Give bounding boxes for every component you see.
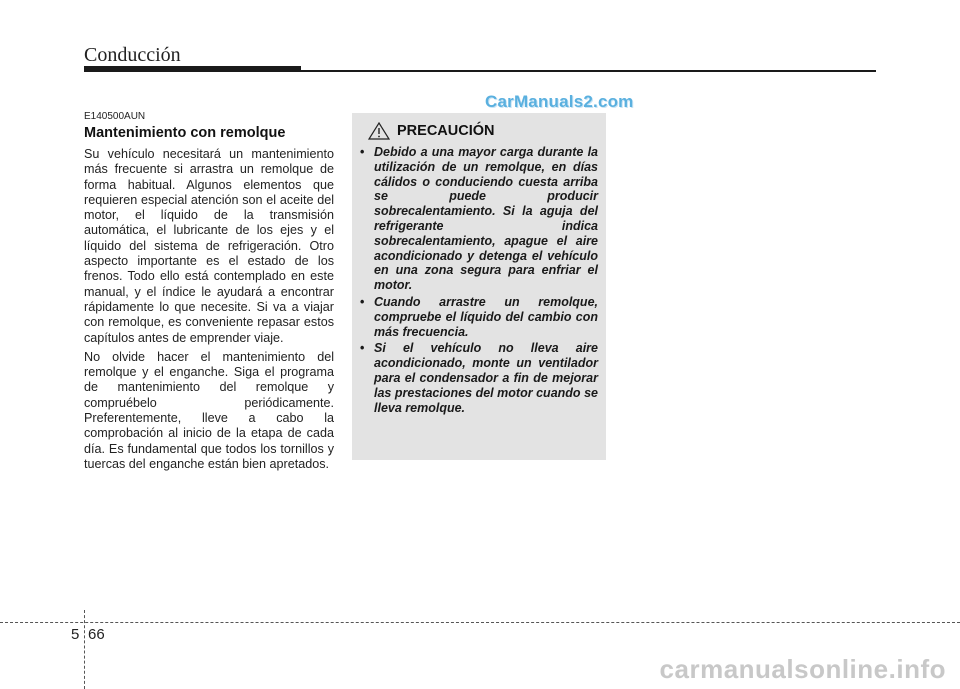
caution-item [360, 145, 598, 293]
bullet: • [360, 145, 365, 159]
caution-item [360, 341, 598, 415]
page-header-title: Conducción [84, 44, 181, 66]
section-code: E140500AUN [84, 111, 146, 122]
caution-item-text: Si el vehículo no lleva aire acondicionado, monte un ventilador para el condensador a fin de mejorar las prestaciones del motor cuando se lleva remolque. [374, 341, 598, 415]
body-column [84, 147, 334, 476]
header-rule-thin [301, 70, 876, 72]
warning-triangle-icon [368, 122, 390, 140]
caution-item-text: Debido a una mayor carga durante la utilización de un remolque, en días cálidos o conduciendo cuesta arriba se puede producir sobrecalentamiento. Si la aguja del refrigerante indica sobrecalentamiento, apague el aire acondicionado y detenga el vehículo en una zona segura para enfriar el motor. [374, 145, 598, 293]
bullet: • [360, 294, 365, 309]
watermark-top: CarManuals2.com [485, 92, 634, 111]
caution-title: PRECAUCIÓN [397, 123, 495, 139]
footer-dashed-rule [0, 622, 960, 623]
caution-box [352, 113, 606, 460]
bullet: • [360, 341, 365, 356]
watermark-bottom: carmanualsonline.info [659, 654, 946, 684]
footer-vertical-rule [84, 610, 85, 689]
footer-chapter-number: 5 [71, 626, 80, 643]
body-paragraph-2: No olvide hacer el mantenimiento del remolque y el enganche. Siga el programa de mantenimiento del remolque y compruébelo periódicamente. Preferentemente, lleve a cabo la comprobación al inicio de la etapa de cada día. Es fundamental que todos los tornillos y tuercas del enganche están bien apretados. [84, 349, 334, 471]
header-rule-thick [84, 66, 301, 72]
footer-page-number: 66 [88, 626, 105, 643]
caution-list [360, 145, 598, 415]
section-title: Mantenimiento con remolque [84, 125, 286, 141]
caution-header [360, 121, 598, 141]
caution-item-text: Cuando arrastre un remolque, compruebe el líquido del cambio con más frecuencia. [374, 294, 598, 339]
body-paragraph-1: Su vehículo necesitará un mantenimiento más frecuente si arrastra un remolque de forma habitual. Algunos elementos que requieren especial atención son el aceite del motor, el líquido de la transmisión automática, el lubricante de los ejes y el líquido del sistema de refrigeración. Otro aspecto importante es el estado de los frenos. Todo ello está contemplado en este manual, y el índice le ayudará a encontrar rápidamente lo que necesite. Si va a viajar con remolque, es conveniente repasar estos capítulos antes de emprender viaje. [84, 147, 334, 345]
caution-item [360, 295, 598, 339]
